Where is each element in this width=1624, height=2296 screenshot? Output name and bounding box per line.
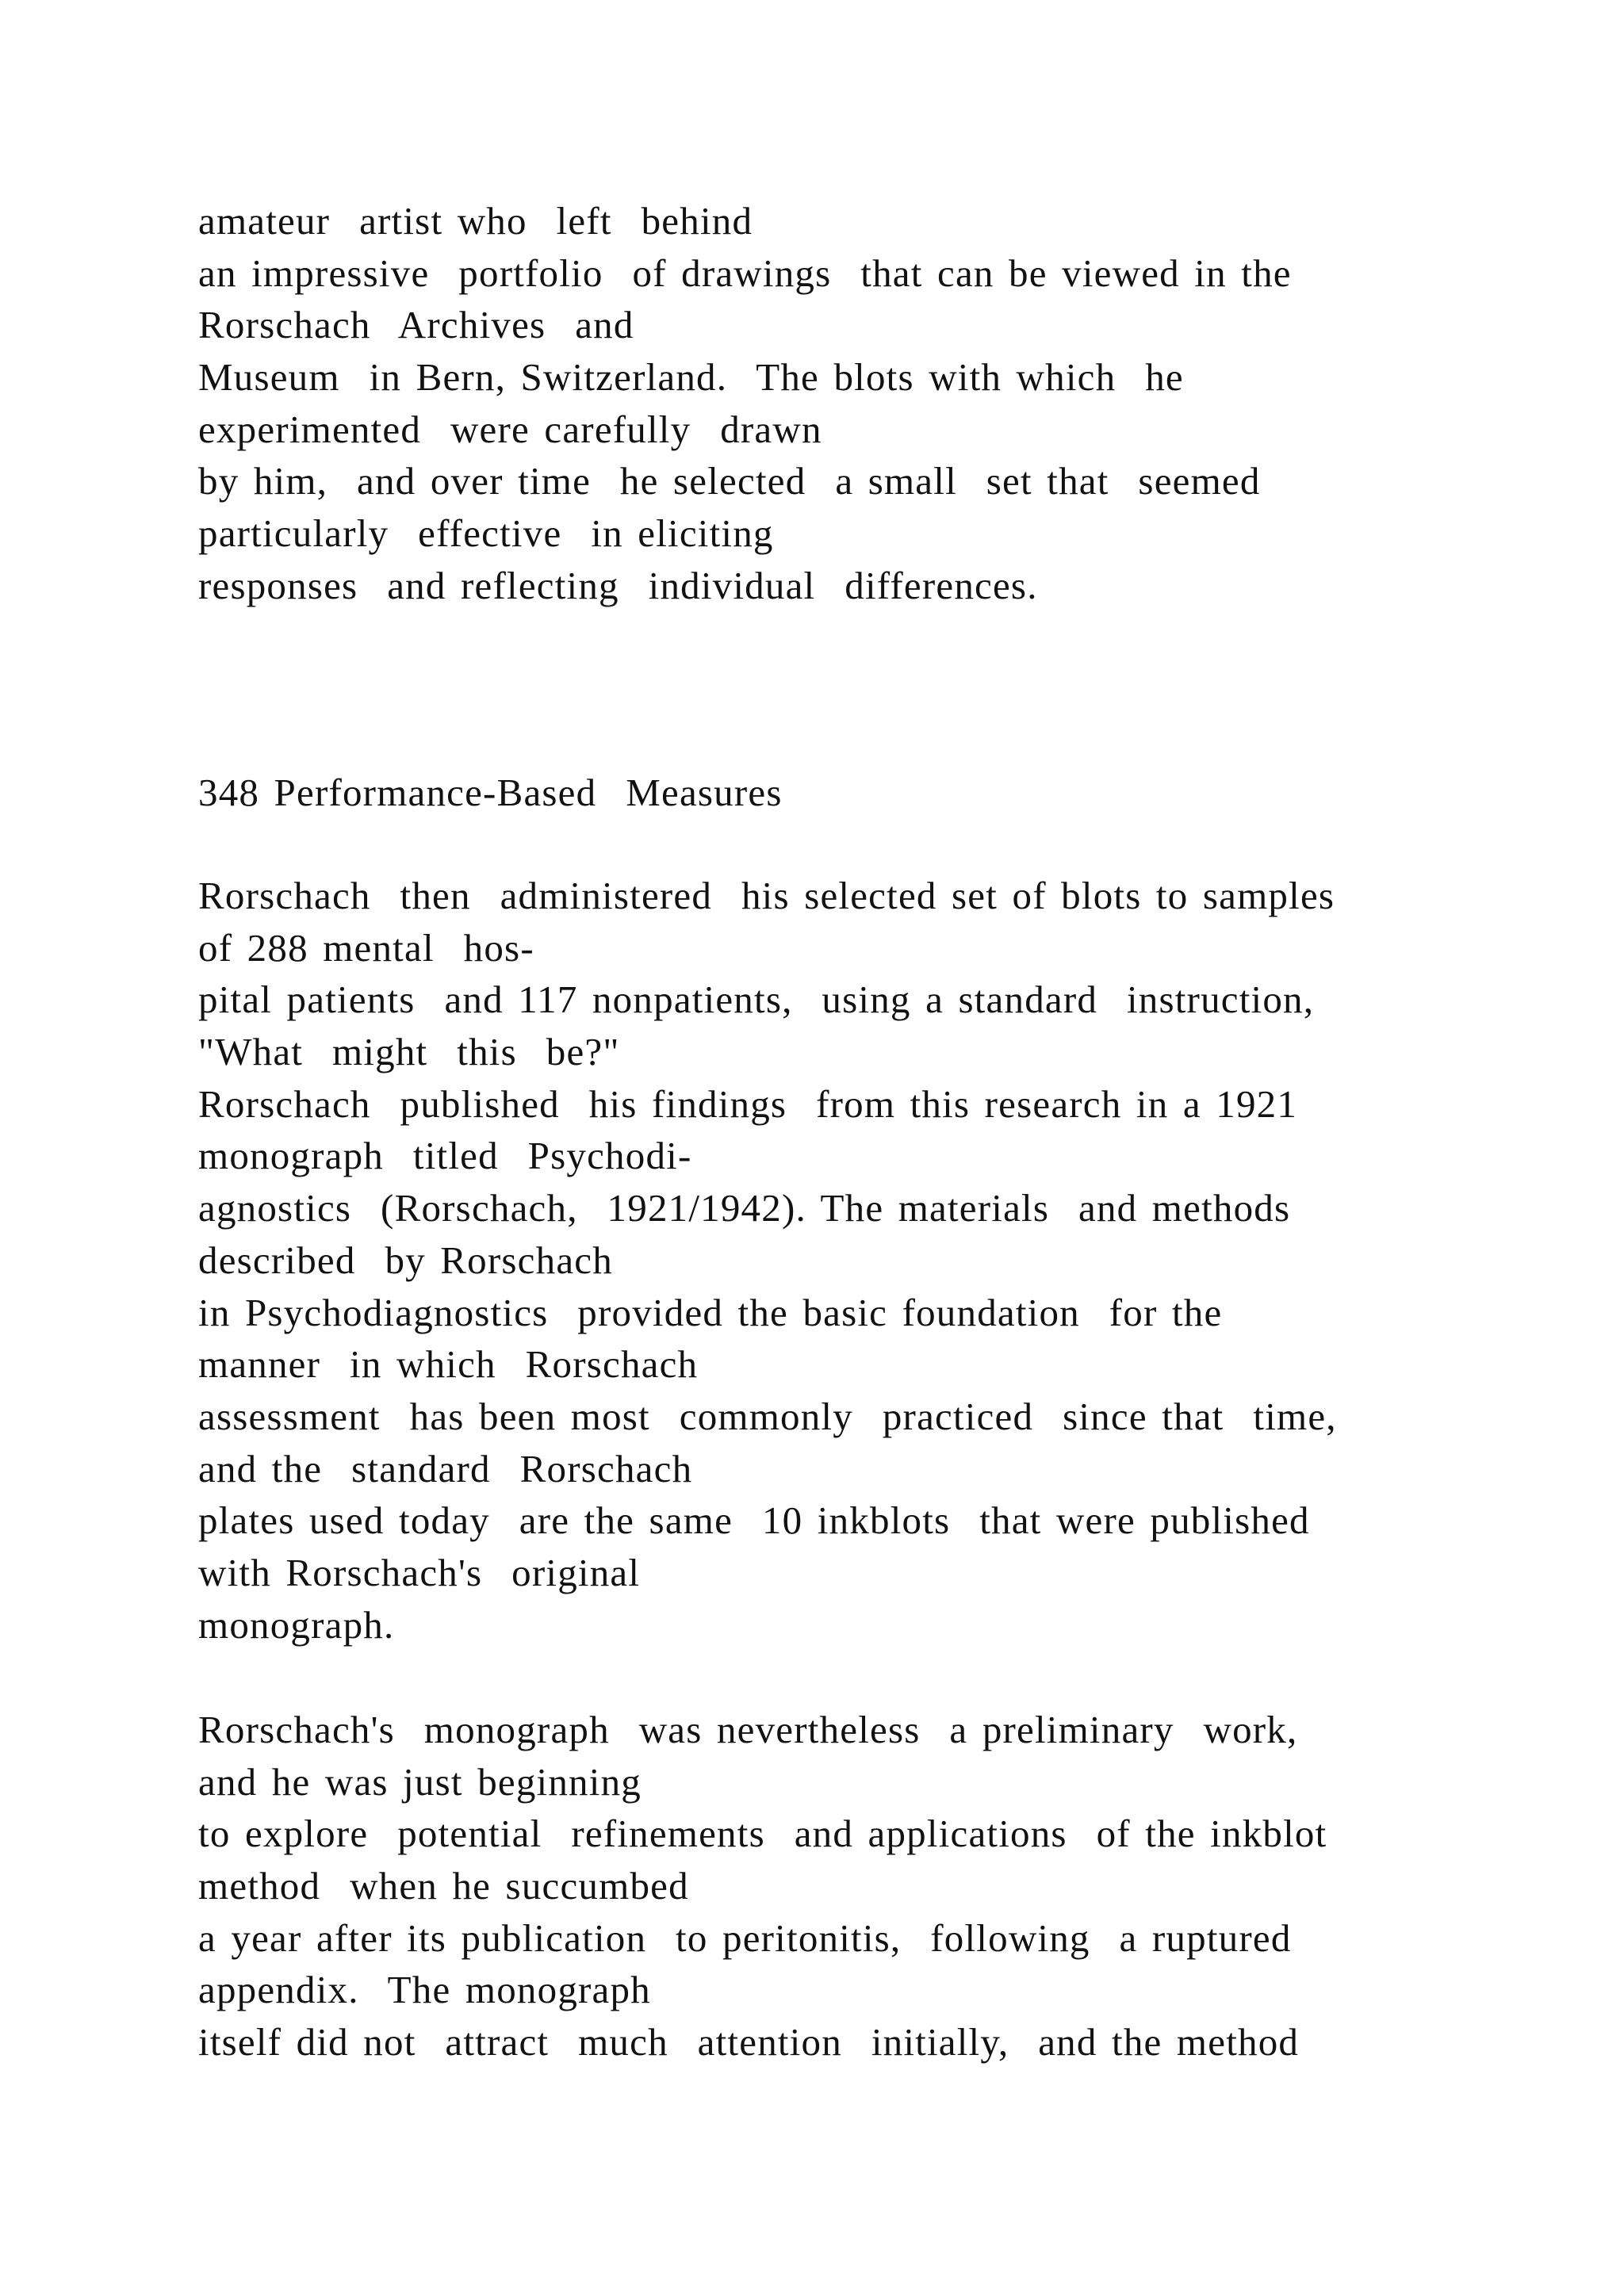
text-line: and the standard Rorschach xyxy=(198,1446,693,1490)
text-line: monograph titled Psychodi- xyxy=(198,1134,692,1178)
text-line: particularly effective in eliciting xyxy=(198,511,774,556)
paragraph-1 xyxy=(198,870,1546,1651)
text-line: an impressive portfolio of drawings that can be viewed in the xyxy=(198,251,1292,295)
text-line: Rorschach Archives and xyxy=(198,303,634,347)
text-line: itself did not attract much attention initially, and the method xyxy=(198,2020,1300,2064)
text-line: assessment has been most commonly practiced since that time, xyxy=(198,1394,1337,1438)
text-line: agnostics (Rorschach, 1921/1942). The materials and methods xyxy=(198,1186,1291,1230)
paragraph-2 xyxy=(198,1704,1546,2068)
text-line: appendix. The monograph xyxy=(198,1968,651,2012)
text-line: Rorschach then administered his selected set of blots to samples xyxy=(198,874,1335,917)
text-line: in Psychodiagnostics provided the basic foundation for the xyxy=(198,1290,1223,1334)
text-line: with Rorschach's original xyxy=(198,1550,641,1594)
text-line: amateur artist who left behind xyxy=(198,199,753,243)
text-line: of 288 mental hos- xyxy=(198,925,534,970)
text-line: responses and reflecting individual differences. xyxy=(198,563,1038,607)
text-line: a year after its publication to peritonitis, following a ruptured xyxy=(198,1915,1292,1960)
text-line: experimented were carefully drawn xyxy=(198,407,822,451)
text-line: monograph. xyxy=(198,1602,395,1647)
text-line: described by Rorschach xyxy=(198,1238,613,1282)
text-line: method when he succumbed xyxy=(198,1864,689,1908)
text-line: pital patients and 117 nonpatients, using a standard instruction, xyxy=(198,978,1315,1022)
text-line: "What might this be?" xyxy=(198,1030,620,1074)
text-line: Museum in Bern, Switzerland. The blots with which he xyxy=(198,355,1184,400)
text-line: manner in which Rorschach xyxy=(198,1342,699,1387)
text-line: by him, and over time he selected a small set that seemed xyxy=(198,459,1261,503)
text-line: plates used today are the same 10 inkblots that were published xyxy=(198,1498,1310,1543)
text-line: Rorschach's monograph was nevertheless a preliminary work, xyxy=(198,1708,1298,1751)
page-header-text: 348 Performance-Based Measures xyxy=(198,771,783,814)
running-header xyxy=(198,767,1546,819)
text-line: to explore potential refinements and applications of the inkblot xyxy=(198,1812,1327,1856)
text-line: and he was just beginning xyxy=(198,1759,642,1804)
text-line: Rorschach published his findings from this research in a 1921 xyxy=(198,1081,1298,1126)
intro-paragraph xyxy=(198,195,1546,612)
